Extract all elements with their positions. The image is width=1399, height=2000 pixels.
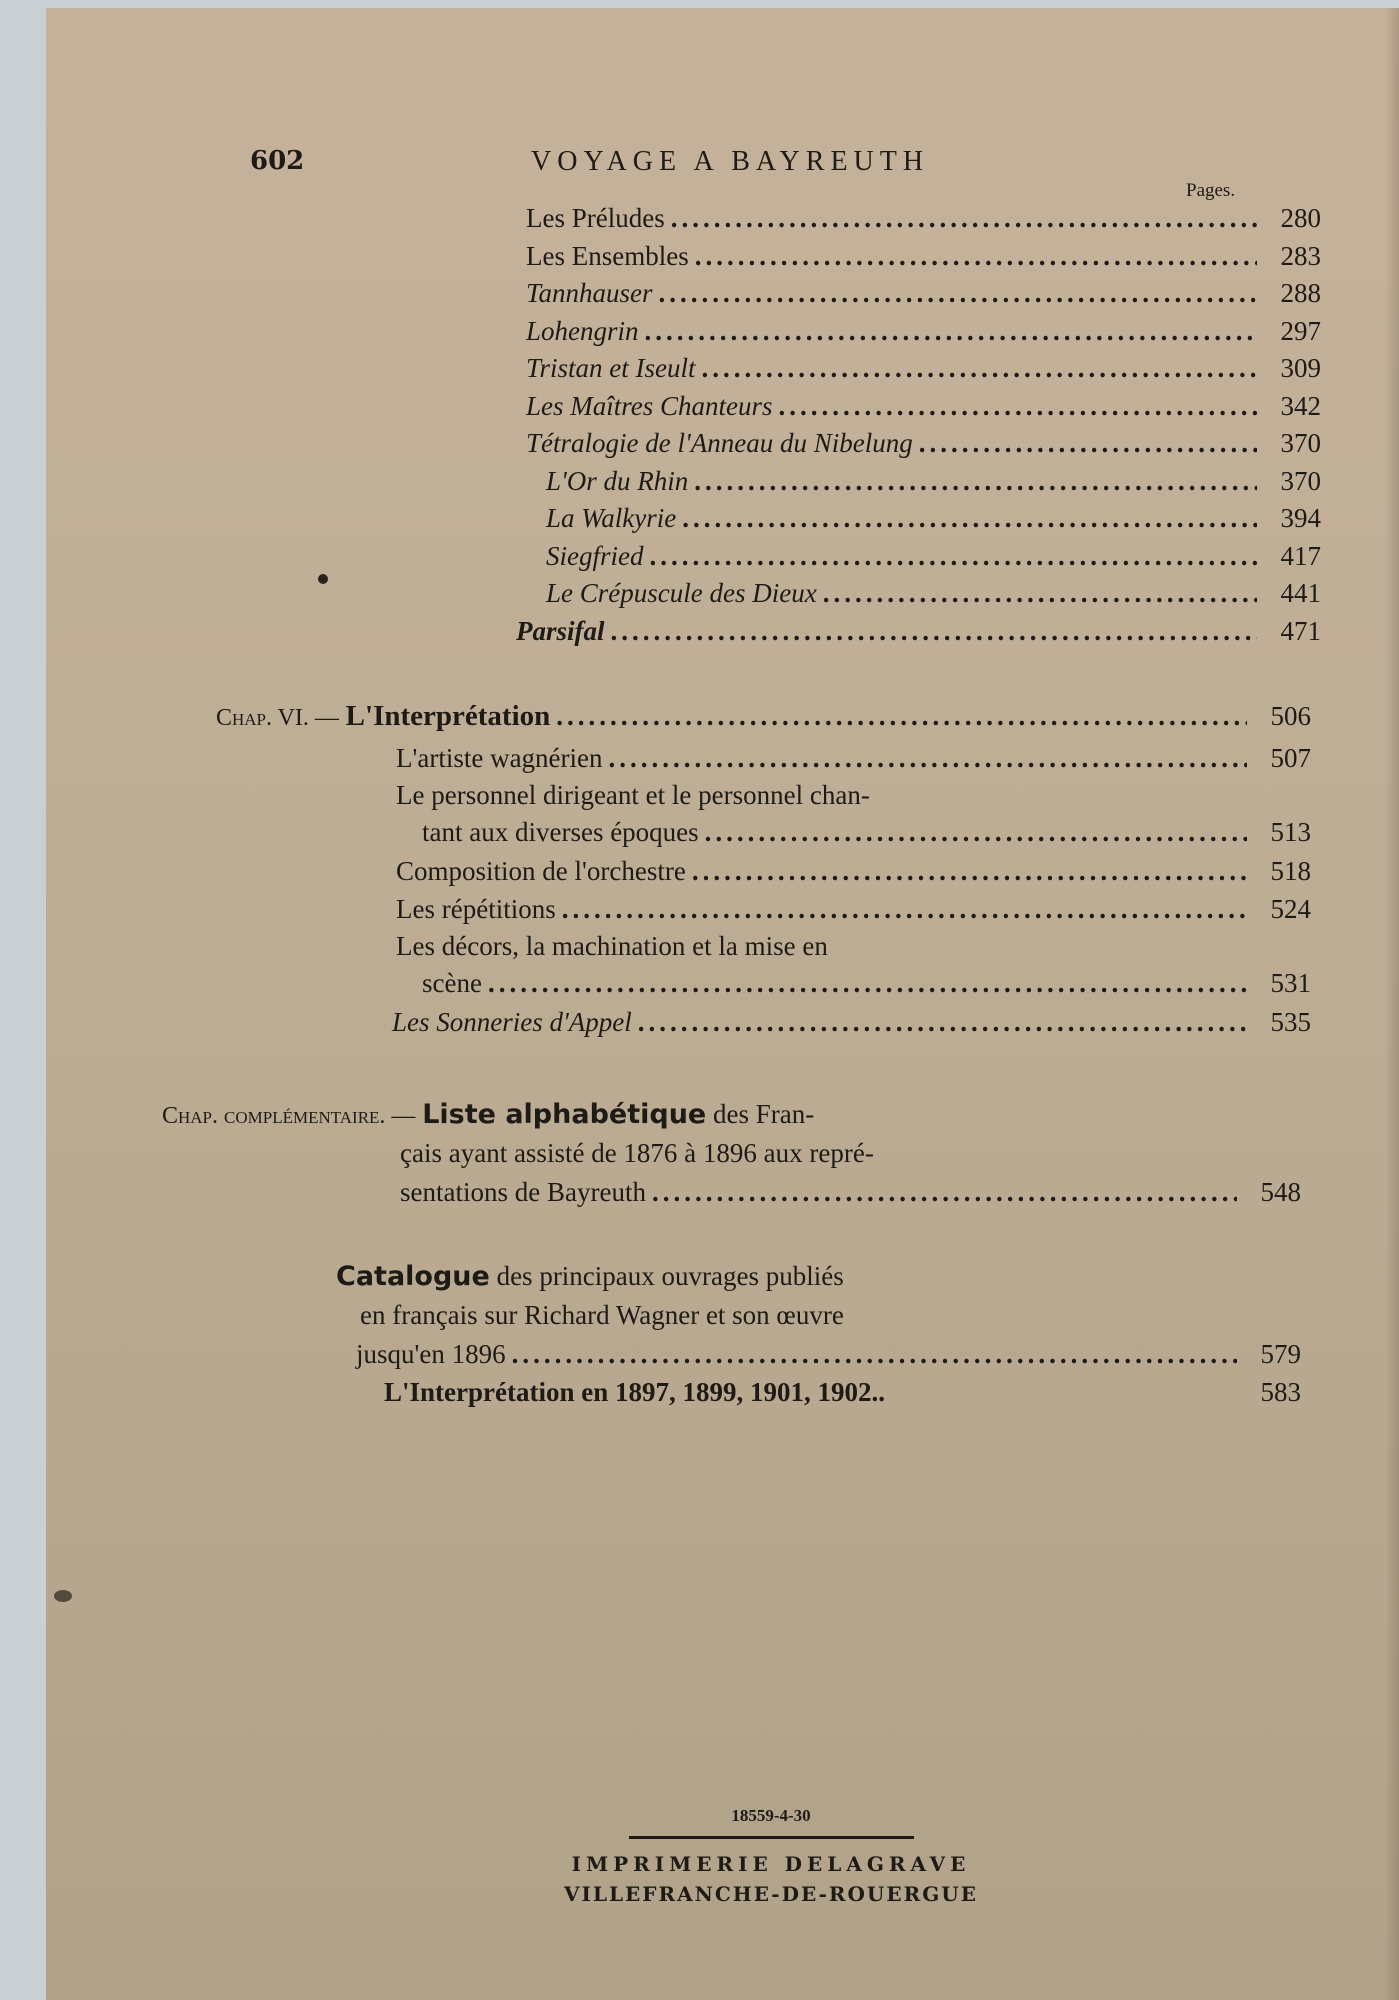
ink-spot — [54, 1590, 72, 1602]
entry-page: 297 — [1280, 315, 1321, 346]
entry-title: Tannhauser — [526, 278, 653, 308]
book-page — [46, 8, 1399, 2000]
entry-page: 417 — [1280, 540, 1321, 571]
toc-entry — [384, 1374, 1301, 1410]
toc-complementary-entry — [400, 1174, 1301, 1210]
leader-dots — [702, 350, 1257, 386]
entry-title: Les répétitions — [396, 894, 556, 924]
entry-title: Les Sonneries d'Appel — [392, 1007, 632, 1037]
entry-page: 370 — [1280, 428, 1321, 458]
title-continuation: des principaux ouvrages publiés — [496, 1261, 844, 1291]
pages-column-label: Pages. — [1186, 180, 1236, 201]
entry-title: Les Ensembles — [526, 240, 689, 271]
book-title: VOYAGE A BAYREUTH — [531, 146, 930, 177]
leader-dots — [611, 613, 1257, 649]
leader-dots — [652, 1174, 1237, 1210]
toc-entry — [526, 313, 1321, 349]
entry-page: 507 — [1270, 743, 1311, 773]
toc-entry — [392, 1004, 1311, 1040]
entry-title-line1: Le personnel dirigeant et le personnel chan- — [396, 780, 870, 810]
toc-entry — [526, 200, 1321, 236]
toc-entry — [546, 575, 1321, 611]
toc-entry — [546, 500, 1321, 536]
entry-page: 342 — [1280, 390, 1321, 421]
toc-entry — [422, 965, 1311, 1001]
toc-catalogue-line1 — [336, 1258, 844, 1295]
chapter-title: Liste alphabétique — [422, 1099, 707, 1130]
entry-title: L'Interprétation en 1897, 1899, 1901, 1902.. — [384, 1377, 885, 1407]
title-continuation: des Fran- — [713, 1099, 815, 1129]
entry-page: 583 — [1260, 1377, 1301, 1407]
leader-dots — [659, 275, 1257, 311]
entry-page: 579 — [1260, 1339, 1301, 1369]
entry-page: 309 — [1280, 353, 1321, 383]
toc-entry — [526, 388, 1321, 424]
entry-page: 518 — [1270, 856, 1311, 886]
toc-catalogue-line2: en français sur Richard Wagner et son œuvre — [360, 1300, 844, 1330]
entry-page: 280 — [1280, 203, 1321, 233]
entry-page: 441 — [1280, 578, 1321, 608]
leader-dots — [779, 388, 1257, 424]
entry-title-line3: sentations de Bayreuth — [400, 1177, 646, 1207]
toc-complementary-line1 — [162, 1096, 814, 1134]
entry-title: Parsifal — [516, 615, 605, 646]
entry-page: 283 — [1280, 240, 1321, 271]
toc-entry — [526, 350, 1321, 386]
entry-title-line1: Les décors, la machination et la mise en — [396, 931, 828, 961]
colophon — [536, 1806, 1006, 1909]
entry-page: 524 — [1270, 894, 1311, 924]
print-code: 18559-4-30 — [731, 1806, 811, 1825]
toc-entry — [396, 891, 1311, 927]
toc-entry — [546, 463, 1321, 499]
leader-dots — [705, 814, 1247, 850]
printer-name: IMPRIMERIE DELAGRAVE — [571, 1852, 971, 1876]
chapter-label: Chap. complémentaire. — — [162, 1103, 416, 1129]
chapter-page: 506 — [1270, 701, 1311, 731]
leader-dots — [671, 200, 1257, 236]
toc-entry — [396, 853, 1311, 889]
page-number: 602 — [250, 146, 305, 176]
toc-entry — [526, 425, 1321, 461]
toc-chapter-6 — [216, 698, 1311, 736]
entry-title: L'Or du Rhin — [546, 465, 689, 496]
ink-spot — [318, 574, 328, 584]
chapter-label: Chap. VI. — — [216, 705, 339, 731]
leader-dots — [823, 575, 1257, 611]
toc-entry — [526, 275, 1321, 311]
leader-dots — [695, 238, 1257, 274]
leader-dots — [645, 313, 1257, 349]
entry-title-line2: scène — [422, 968, 482, 998]
entry-title: Les Préludes — [526, 203, 665, 233]
leader-dots — [694, 463, 1257, 499]
toc-entry — [422, 814, 1311, 850]
entry-title: Les Maîtres Chanteurs — [526, 390, 773, 421]
toc-entry — [526, 238, 1321, 274]
entry-page: 535 — [1270, 1007, 1311, 1037]
catalogue-title: Catalogue — [336, 1261, 490, 1292]
leader-dots — [562, 891, 1247, 927]
printer-city: VILLEFRANCHE-DE-ROUERGUE — [564, 1882, 978, 1906]
entry-title: L'artiste wagnérien — [396, 743, 603, 773]
entry-page: 394 — [1280, 503, 1321, 533]
entry-title: Tristan et Iseult — [526, 353, 696, 383]
entry-title: Lohengrin — [526, 315, 639, 346]
toc-entry — [396, 740, 1311, 776]
entry-page: 370 — [1280, 465, 1321, 496]
entry-title: La Walkyrie — [546, 503, 677, 533]
chapter-title: L'Interprétation — [345, 700, 551, 732]
leader-dots — [682, 500, 1257, 536]
entry-page: 471 — [1280, 615, 1321, 646]
entry-page: 288 — [1280, 278, 1321, 308]
divider-rule — [629, 1836, 914, 1839]
entry-title: Siegfried — [546, 540, 644, 571]
leader-dots — [919, 425, 1257, 461]
toc-catalogue-entry — [356, 1336, 1301, 1372]
leader-dots — [609, 740, 1247, 776]
leader-dots — [488, 965, 1247, 1001]
entry-title: Le Crépuscule des Dieux — [546, 578, 817, 608]
entry-title-line2: tant aux diverses époques — [422, 817, 699, 847]
toc-complementary-line2: çais ayant assisté de 1876 à 1896 aux repré- — [400, 1138, 874, 1168]
leader-dots — [512, 1336, 1237, 1372]
toc-entry — [546, 538, 1321, 574]
entry-page: 531 — [1270, 968, 1311, 998]
toc-entry — [516, 613, 1321, 649]
leader-dots — [638, 1004, 1247, 1040]
leader-dots — [649, 538, 1257, 574]
leader-dots — [556, 698, 1247, 734]
entry-page: 513 — [1270, 817, 1311, 847]
entry-title: Tétralogie de l'Anneau du Nibelung — [526, 428, 913, 458]
entry-title: Composition de l'orchestre — [396, 856, 686, 886]
entry-page: 548 — [1260, 1177, 1301, 1207]
leader-dots — [692, 853, 1247, 889]
entry-title-line3: jusqu'en 1896 — [356, 1339, 506, 1369]
